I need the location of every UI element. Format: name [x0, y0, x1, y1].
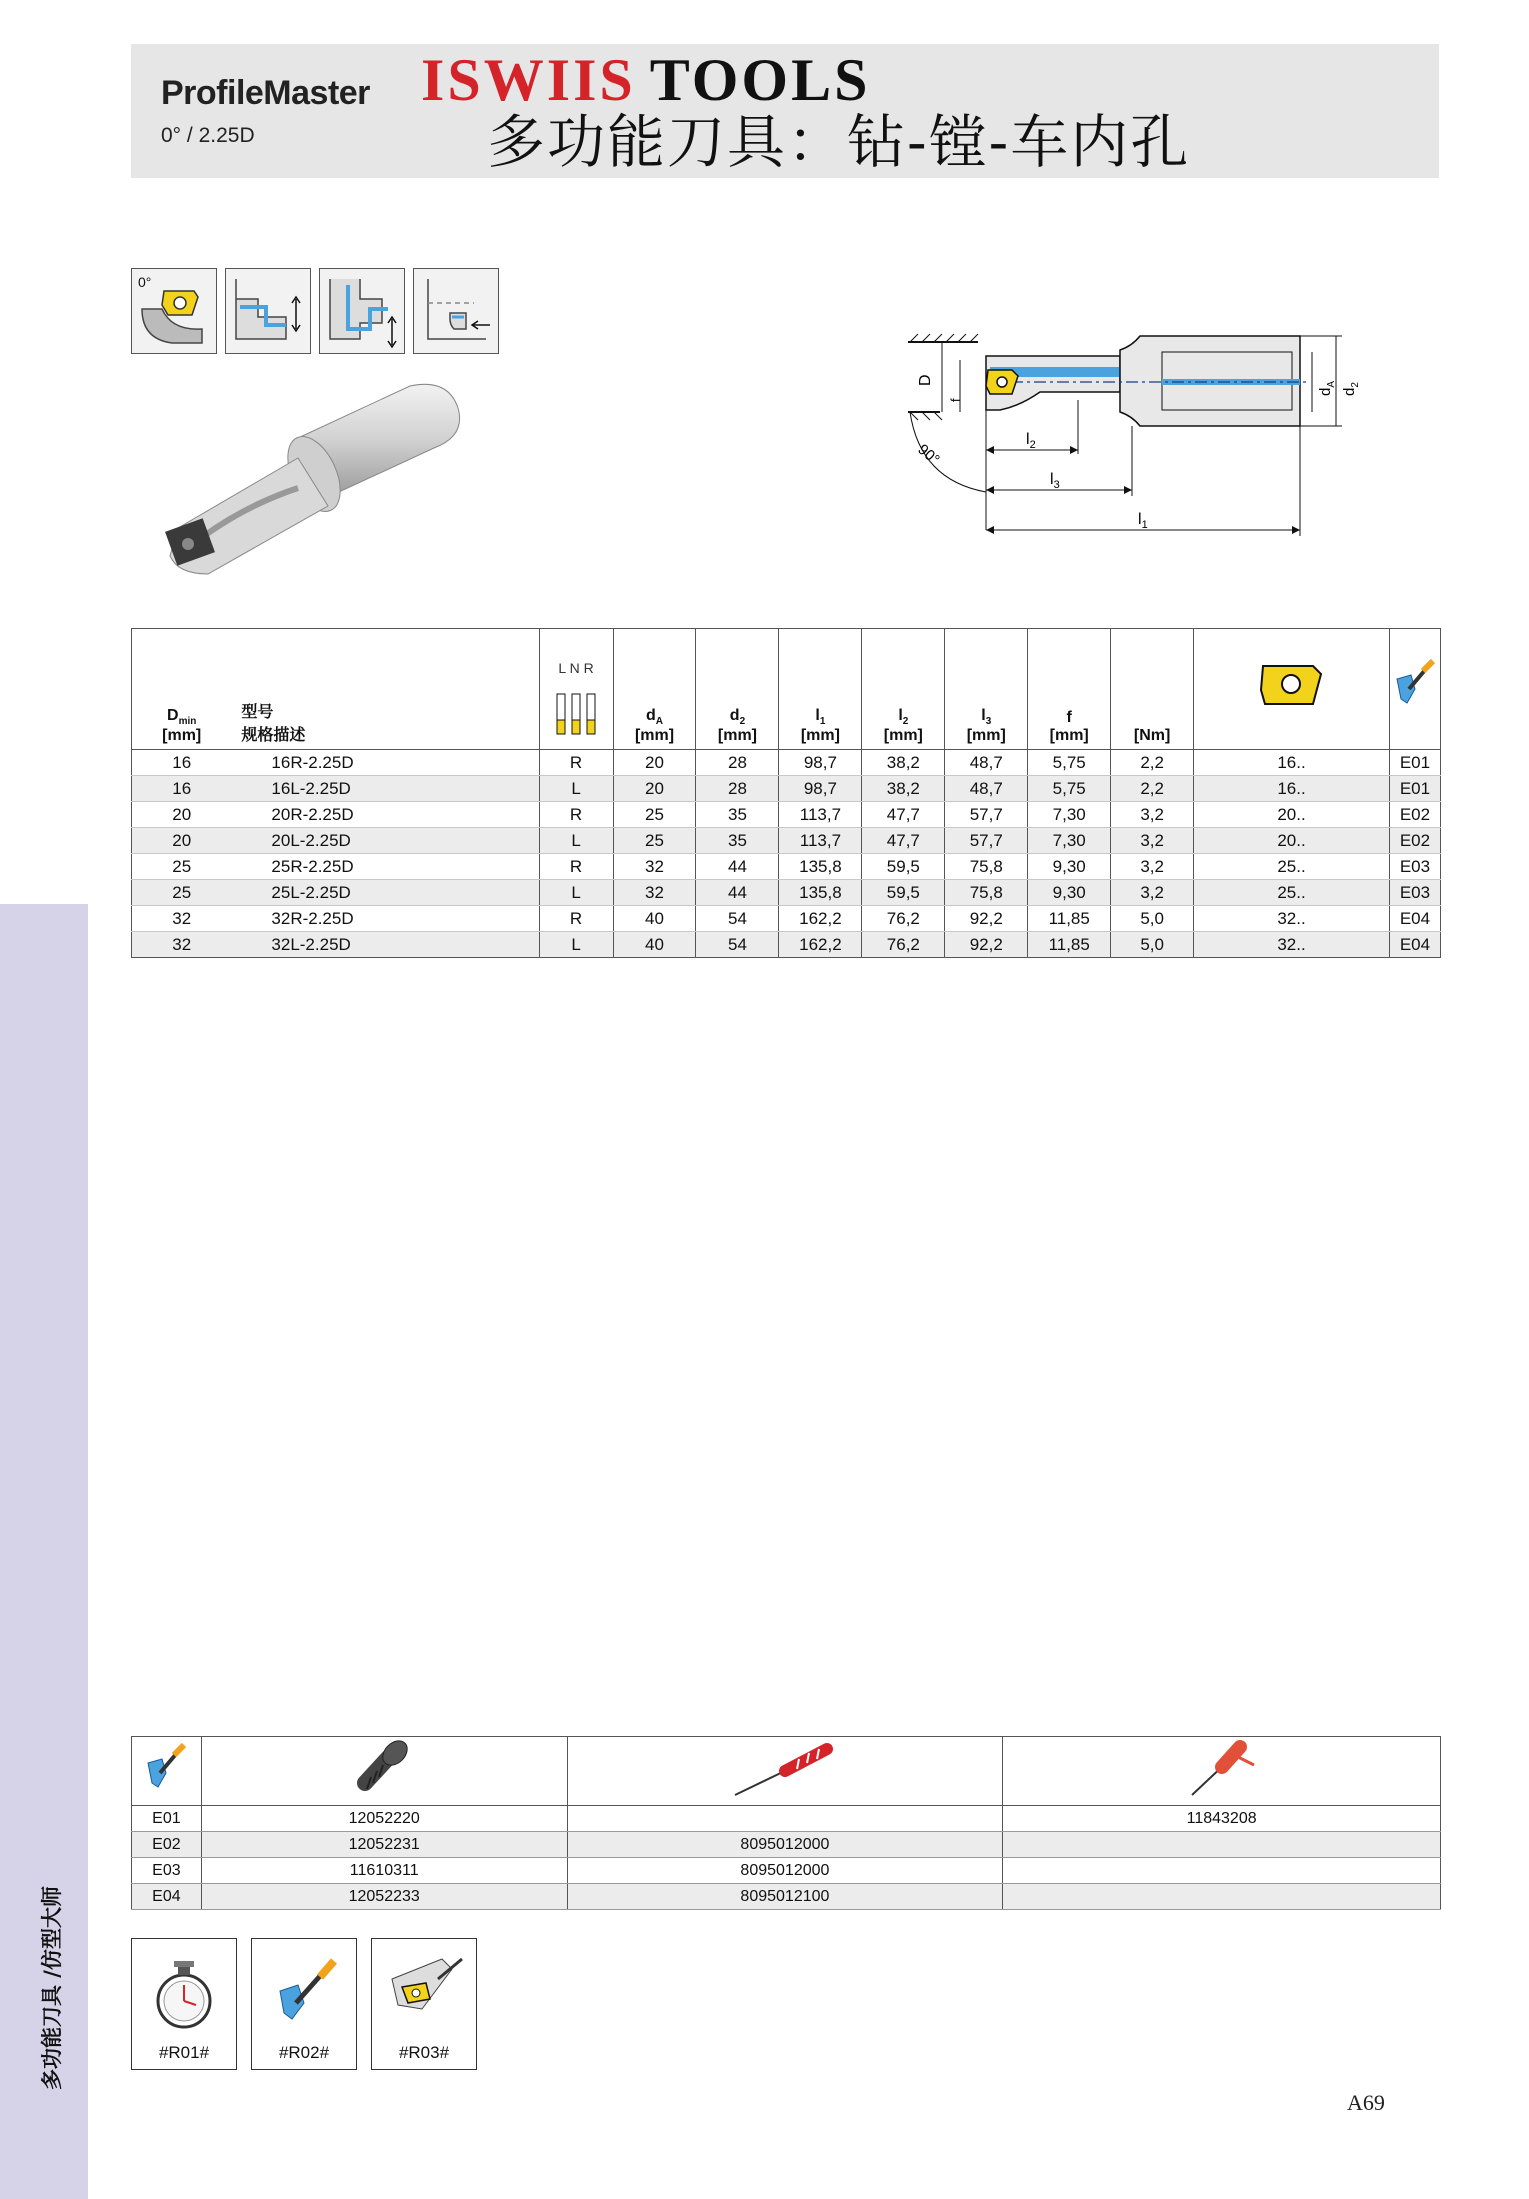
torque-screwdriver-icon	[725, 1739, 845, 1799]
cell-spare: E03	[1389, 880, 1440, 906]
cell-dmin: 20	[132, 802, 232, 828]
cell-l1: 113,7	[779, 802, 862, 828]
cell-dmin: 16	[132, 776, 232, 802]
cell-l2: 76,2	[862, 932, 945, 958]
col-d2: $d_2$ [mm]	[696, 629, 779, 750]
cell-hand: L	[539, 776, 613, 802]
cell-l1: 135,8	[779, 854, 862, 880]
cell-l3: 48,7	[945, 776, 1028, 802]
product-subtitle: 0° / 2.25D	[161, 124, 255, 147]
cell-spare: E04	[1389, 932, 1440, 958]
cell-hand: R	[539, 802, 613, 828]
hand-orientation-icon	[551, 690, 601, 740]
cell-dmin: 25	[132, 880, 232, 906]
cell-hand: L	[539, 932, 613, 958]
cell-l2: 76,2	[862, 906, 945, 932]
acc-col-key	[1003, 1737, 1441, 1806]
cell-f: 9,30	[1028, 880, 1111, 906]
screwdriver-icon	[144, 1741, 188, 1797]
table-row	[132, 1806, 1441, 1832]
cell-dA: 40	[613, 906, 696, 932]
cell-d2: 28	[696, 750, 779, 776]
cell-l1: 98,7	[779, 776, 862, 802]
cell-spare: E04	[1389, 906, 1440, 932]
cell-screw: 11610311	[201, 1858, 567, 1884]
cell-hand: R	[539, 906, 613, 932]
cell-l3: 92,2	[945, 906, 1028, 932]
diagram-label-l2: $l_2$	[1026, 431, 1036, 451]
table-row	[132, 932, 1441, 958]
cell-nm: 2,2	[1111, 750, 1194, 776]
sidebar-category-label: 多功能刀具 /仿型大师	[40, 1886, 64, 2090]
cell-d2: 54	[696, 906, 779, 932]
cell-d2: 54	[696, 932, 779, 958]
cell-screw: 12052231	[201, 1832, 567, 1858]
cell-insert: 32..	[1194, 906, 1390, 932]
col-l1: $l_1$ [mm]	[779, 629, 862, 750]
acc-col-screw	[201, 1737, 567, 1806]
cell-f: 9,30	[1028, 854, 1111, 880]
cell-dmin: 32	[132, 906, 232, 932]
col-spare	[1389, 629, 1440, 750]
cell-model: 25R-2.25D	[231, 854, 539, 880]
cell-key	[1003, 1858, 1441, 1884]
cell-model: 32L-2.25D	[231, 932, 539, 958]
cell-driver: 8095012000	[567, 1858, 1003, 1884]
screwdriver-icon	[252, 1939, 356, 2039]
cell-dmin: 32	[132, 932, 232, 958]
cell-model: 25L-2.25D	[231, 880, 539, 906]
brand-logo-part1: ISWIIS	[421, 47, 636, 113]
table-row	[132, 1884, 1441, 1910]
cell-d2: 28	[696, 776, 779, 802]
cell-nm: 5,0	[1111, 906, 1194, 932]
col-dmin: $D_{min}$ [mm]	[132, 629, 232, 750]
cell-f: 5,75	[1028, 750, 1111, 776]
table-row	[132, 1832, 1441, 1858]
table-row	[132, 854, 1441, 880]
table-row	[132, 750, 1441, 776]
cell-model: 20L-2.25D	[231, 828, 539, 854]
cell-code: E03	[132, 1858, 202, 1884]
cell-code: E02	[132, 1832, 202, 1858]
col-torque: [Nm]	[1111, 629, 1194, 750]
acc-col-code	[132, 1737, 202, 1806]
reference-box-r02[interactable]	[251, 1938, 357, 2070]
cell-f: 7,30	[1028, 802, 1111, 828]
cell-hand: L	[539, 828, 613, 854]
insert-icon	[1257, 660, 1327, 710]
diagram-label-l3: $l_3$	[1050, 471, 1060, 491]
page-number: A69	[1347, 2090, 1385, 2115]
diagram-label-D: D	[917, 374, 934, 386]
cell-insert: 16..	[1194, 776, 1390, 802]
cell-dmin: 16	[132, 750, 232, 776]
cell-model: 16L-2.25D	[231, 776, 539, 802]
cell-key: 11843208	[1003, 1806, 1441, 1832]
cell-insert: 32..	[1194, 932, 1390, 958]
brand-logo	[421, 47, 871, 113]
acc-col-driver	[567, 1737, 1003, 1806]
cell-model: 20R-2.25D	[231, 802, 539, 828]
cell-l3: 48,7	[945, 750, 1028, 776]
tool-spec-table	[131, 628, 1441, 958]
cell-nm: 2,2	[1111, 776, 1194, 802]
cell-l2: 59,5	[862, 854, 945, 880]
cell-dA: 20	[613, 776, 696, 802]
cell-dA: 25	[613, 802, 696, 828]
reference-box-r01[interactable]	[131, 1938, 237, 2070]
drill-tool-image	[148, 378, 478, 578]
diagram-label-l1: $l_1$	[1138, 511, 1148, 531]
cell-screw: 12052233	[201, 1884, 567, 1910]
table-row	[132, 828, 1441, 854]
page-header	[131, 44, 1439, 178]
cell-l2: 47,7	[862, 802, 945, 828]
cell-driver: 8095012100	[567, 1884, 1003, 1910]
cell-d2: 44	[696, 880, 779, 906]
stopwatch-icon	[132, 1939, 236, 2039]
cell-l3: 92,2	[945, 932, 1028, 958]
diagram-label-d2: $d_2$	[1341, 382, 1361, 396]
cell-l1: 162,2	[779, 932, 862, 958]
col-insert	[1194, 629, 1390, 750]
cell-dA: 32	[613, 880, 696, 906]
cell-l3: 75,8	[945, 880, 1028, 906]
col-f: f [mm]	[1028, 629, 1111, 750]
cell-code: E04	[132, 1884, 202, 1910]
cell-hand: R	[539, 750, 613, 776]
cell-spare: E02	[1389, 802, 1440, 828]
cell-insert: 20..	[1194, 802, 1390, 828]
cell-nm: 3,2	[1111, 802, 1194, 828]
cell-f: 7,30	[1028, 828, 1111, 854]
tool-dimension-diagram	[900, 330, 1420, 545]
cell-spare: E03	[1389, 854, 1440, 880]
screwdriver-icon	[1393, 657, 1437, 713]
page-title: 多功能刀具：钻-镗-车内孔	[487, 108, 1191, 176]
col-model: 型号 规格描述	[231, 629, 539, 750]
table-row	[132, 880, 1441, 906]
table-row	[132, 776, 1441, 802]
screw-icon	[349, 1739, 419, 1799]
cell-insert: 16..	[1194, 750, 1390, 776]
cell-d2: 44	[696, 854, 779, 880]
key-icon	[1182, 1739, 1262, 1799]
cell-model: 16R-2.25D	[231, 750, 539, 776]
cell-dmin: 20	[132, 828, 232, 854]
cell-l3: 57,7	[945, 828, 1028, 854]
cell-nm: 5,0	[1111, 932, 1194, 958]
cell-l1: 135,8	[779, 880, 862, 906]
cell-dA: 20	[613, 750, 696, 776]
cell-l2: 38,2	[862, 776, 945, 802]
cell-screw: 12052220	[201, 1806, 567, 1832]
boring-operation-icon	[225, 268, 311, 354]
cell-nm: 3,2	[1111, 880, 1194, 906]
cell-d2: 35	[696, 802, 779, 828]
cell-l2: 47,7	[862, 828, 945, 854]
col-dA: $d_A$ [mm]	[613, 629, 696, 750]
cell-nm: 3,2	[1111, 828, 1194, 854]
cell-dA: 40	[613, 932, 696, 958]
reference-label: #R01#	[158, 2043, 210, 2062]
cell-hand: R	[539, 854, 613, 880]
reference-box-r03[interactable]	[371, 1938, 477, 2070]
profiling-operation-icon	[319, 268, 405, 354]
cell-l2: 59,5	[862, 880, 945, 906]
cell-l3: 75,8	[945, 854, 1028, 880]
cell-insert: 25..	[1194, 880, 1390, 906]
cell-key	[1003, 1832, 1441, 1858]
cell-l1: 98,7	[779, 750, 862, 776]
reference-label: #R02#	[278, 2043, 330, 2062]
cell-driver: 8095012000	[567, 1832, 1003, 1858]
reference-label: #R03#	[398, 2043, 450, 2062]
cell-dA: 25	[613, 828, 696, 854]
diagram-label-f: f	[948, 398, 963, 402]
table-row	[132, 802, 1441, 828]
cell-l1: 162,2	[779, 906, 862, 932]
cell-spare: E01	[1389, 750, 1440, 776]
cell-l2: 38,2	[862, 750, 945, 776]
col-hand: L N R	[539, 629, 613, 750]
cell-hand: L	[539, 880, 613, 906]
insert-mounting-icon	[372, 1939, 476, 2039]
cell-insert: 20..	[1194, 828, 1390, 854]
cell-l1: 113,7	[779, 828, 862, 854]
cell-nm: 3,2	[1111, 854, 1194, 880]
cell-f: 11,85	[1028, 906, 1111, 932]
cell-code: E01	[132, 1806, 202, 1832]
cell-spare: E01	[1389, 776, 1440, 802]
cell-insert: 25..	[1194, 854, 1390, 880]
cell-l3: 57,7	[945, 802, 1028, 828]
diagram-label-angle: 90°	[914, 440, 943, 469]
cell-dA: 32	[613, 854, 696, 880]
product-name: ProfileMaster	[161, 74, 370, 112]
cell-model: 32R-2.25D	[231, 906, 539, 932]
table-row	[132, 1858, 1441, 1884]
cell-f: 11,85	[1028, 932, 1111, 958]
angle-label: 0°	[138, 274, 152, 290]
cell-dmin: 25	[132, 854, 232, 880]
cell-f: 5,75	[1028, 776, 1111, 802]
table-row	[132, 906, 1441, 932]
facing-operation-icon	[413, 268, 499, 354]
cell-d2: 35	[696, 828, 779, 854]
col-l2: $l_2$ [mm]	[862, 629, 945, 750]
col-l3: $l_3$ [mm]	[945, 629, 1028, 750]
cell-spare: E02	[1389, 828, 1440, 854]
cell-driver	[567, 1806, 1003, 1832]
diagram-label-dA: $d_A$	[1317, 380, 1337, 396]
turning-insert-icon	[131, 268, 217, 354]
cell-key	[1003, 1884, 1441, 1910]
accessory-table	[131, 1736, 1441, 1910]
brand-logo-part2: TOOLS	[649, 47, 871, 113]
